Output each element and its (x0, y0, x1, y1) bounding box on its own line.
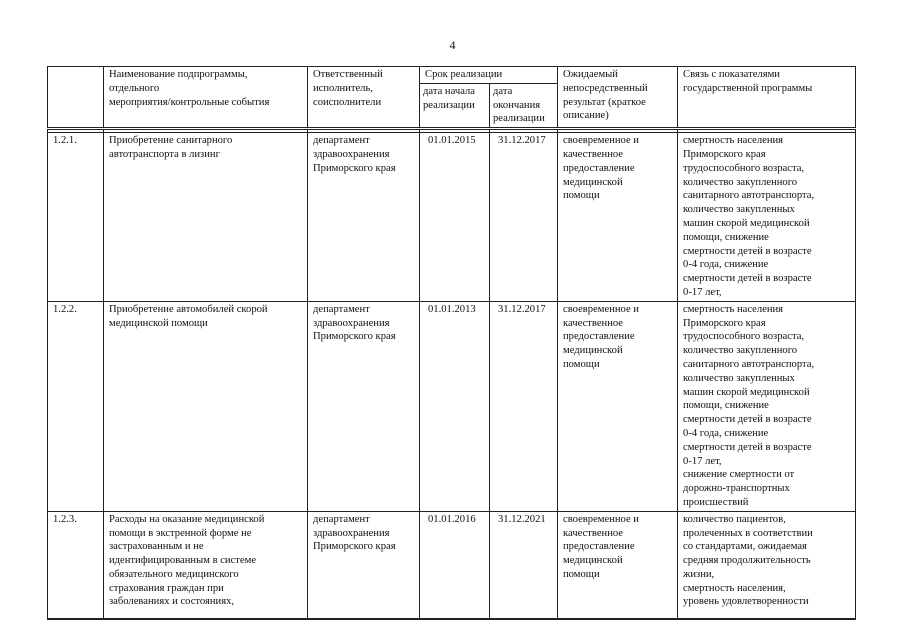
header-result-cell: Ожидаемый непосредственный результат (краткое описание) (558, 67, 678, 129)
header-period-cell: Срок реализации (420, 67, 558, 84)
page-number: 4 (449, 38, 456, 52)
header-row-1 (48, 67, 856, 84)
row-end-date: 31.12.2017 (490, 301, 558, 511)
row-link: смертность населения Приморского края трудоспособного возраста, количество закупленного санитарного автотранспорта, количество закупленных машин скорой медицинской помощи, снижение смертности детей в возрасте 0-4 года, снижение смертности детей в возрасте 0-17 лет, снижение смертности от дорожно-транспортных происшествий (678, 301, 856, 511)
header-end-cell: дата окончания реализации (490, 83, 558, 128)
header-link-cell: Связь с показателями государственной программы (678, 67, 856, 129)
table-row (48, 301, 856, 511)
table-header (48, 67, 856, 129)
row-end-date: 31.12.2021 (490, 511, 558, 619)
row-start-date: 01.01.2016 (420, 511, 490, 619)
row-num: 1.2.3. (48, 511, 104, 619)
row-start-date: 01.01.2015 (420, 133, 490, 302)
row-name: Расходы на оказание медицинской помощи в экстренной форме не застрахованным и не идентифицированным в системе обязательного медицинского страхования граждан при заболеваниях и состояниях, (104, 511, 308, 619)
row-name: Приобретение санитарного автотранспорта в лизинг (104, 133, 308, 302)
row-executor: департамент здравоохранения Приморского края (308, 301, 420, 511)
row-start-date: 01.01.2013 (420, 301, 490, 511)
row-executor: департамент здравоохранения Приморского края (308, 511, 420, 619)
row-num: 1.2.1. (48, 133, 104, 302)
row-link: количество пациентов, пролеченных в соответствии со стандартами, ожидаемая средняя продолжительность жизни, смертность населения, уровень удовлетворенности (678, 511, 856, 619)
program-table (47, 66, 856, 620)
header-start-cell: дата начала реализации (420, 83, 490, 128)
row-result: своевременное и качественное предоставление медицинской помощи (558, 133, 678, 302)
table-row (48, 511, 856, 619)
row-link: смертность населения Приморского края трудоспособного возраста, количество закупленного санитарного автотранспорта, количество закупленных машин скорой медицинской помощи, снижение смертности детей в возрасте 0-4 года, снижение смертности детей в возрасте 0-17 лет, (678, 133, 856, 302)
header-num-cell (48, 67, 104, 129)
row-executor: департамент здравоохранения Приморского края (308, 133, 420, 302)
row-result: своевременное и качественное предоставление медицинской помощи (558, 301, 678, 511)
row-name: Приобретение автомобилей скорой медицинской помощи (104, 301, 308, 511)
row-num: 1.2.2. (48, 301, 104, 511)
row-end-date: 31.12.2017 (490, 133, 558, 302)
table-row (48, 133, 856, 302)
header-name-cell: Наименование подпрограммы, отдельного мероприятия/контрольные события (104, 67, 308, 129)
header-executor-cell: Ответственный исполнитель, соисполнители (308, 67, 420, 129)
row-result: своевременное и качественное предоставление медицинской помощи (558, 511, 678, 619)
table-body (48, 129, 856, 619)
